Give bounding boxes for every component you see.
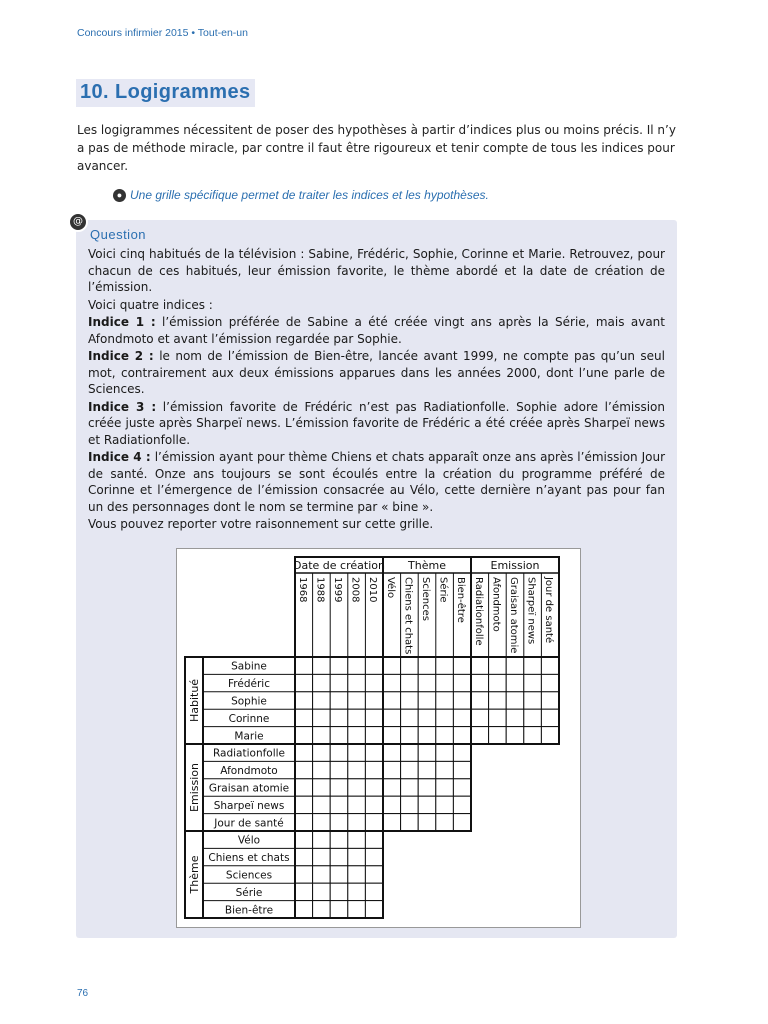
grid-cell [295,901,313,918]
grid-cell [313,883,331,900]
grid-cell [436,692,454,709]
grid-cell [365,657,383,674]
logic-grid-frame [176,548,581,928]
clue-1 [88,314,665,347]
grid-cell [471,657,489,674]
section-title: 10. Logigrammes [76,79,255,107]
grid-cell [541,674,559,691]
row-label: Chiens et chats [208,852,290,865]
row-group-title: Habitué [188,678,201,723]
grid-cell [365,744,383,761]
grid-cell [401,814,419,831]
grid-cell [453,709,471,726]
grid-cell [401,744,419,761]
grid-cell [330,901,348,918]
grid-cell [383,796,401,813]
grid-cell [313,831,331,848]
grid-cell [383,814,401,831]
grid-cell [418,709,436,726]
grid-cell [348,657,366,674]
grid-cell [541,709,559,726]
grid-cell [541,727,559,744]
clue-text: l’émission favorite de Frédéric n’est pas Radiationfolle. Sophie adore l’émission créée juste après Sharpeï news. L’émission favorite de Frédéric a été créée après Sharpeï news et Radiationfolle. [88,399,666,447]
grid-cell [313,709,331,726]
clue-label: Indice 1 : [88,315,156,329]
grid-cell [330,796,348,813]
grid-cell [365,796,383,813]
grid-cell [418,674,436,691]
grid-cell [313,901,331,918]
lightbulb-icon: ● [113,189,126,202]
grid-cell [401,657,419,674]
row-label: Afondmoto [220,765,278,778]
logic-grid [177,549,580,927]
column-group-title: Date de création [293,559,385,572]
intro-paragraph: Les logigrammes nécessitent de poser des hypothèses à partir d’indices plus ou moins précis. Il n’y a pas de méthode miracle, par contre il faut être rigoureux et tenir compte de tous les indices pour avancer. [77,123,676,173]
grid-cell [401,727,419,744]
clue-3 [88,399,665,449]
grid-cell [524,727,542,744]
grid-cell [524,657,542,674]
grid-cell [348,761,366,778]
grid-cell [436,709,454,726]
grid-cell [295,866,313,883]
grid-cell [365,692,383,709]
clue-label: Indice 3 : [88,399,157,414]
grid-cell [348,883,366,900]
column-label: 1988 [314,577,326,603]
grid-cell [330,814,348,831]
grid-cell [453,674,471,691]
grid-cell [436,779,454,796]
grid-cell [365,779,383,796]
tip-text: Une grille spécifique permet de traiter les indices et les hypothèses. [130,188,489,202]
grid-cell [313,692,331,709]
grid-cell [348,848,366,865]
column-group-title: Thème [408,559,446,572]
grid-cell [330,848,348,865]
grid-cell [313,779,331,796]
row-group-title: Emission [188,763,201,812]
grid-cell [365,709,383,726]
grid-cell [453,761,471,778]
grid-cell [453,796,471,813]
grid-cell [418,779,436,796]
grid-cell [541,657,559,674]
grid-cell [453,657,471,674]
grid-cell [348,727,366,744]
question-outro: Vous pouvez reporter votre raisonnement sur cette grille. [88,517,434,531]
grid-cell [436,761,454,778]
grid-cell [330,866,348,883]
grid-cell [383,674,401,691]
grid-cell [348,866,366,883]
grid-cell [313,866,331,883]
tip-line [113,188,489,202]
grid-cell [295,796,313,813]
grid-cell [348,744,366,761]
grid-cell [348,692,366,709]
grid-cell [418,727,436,744]
grid-cell [295,848,313,865]
column-label: Radiationfolle [472,577,484,646]
grid-cell [365,814,383,831]
grid-cell [348,779,366,796]
grid-cell [524,709,542,726]
grid-cell [506,657,524,674]
grid-cell [365,848,383,865]
grid-cell [330,692,348,709]
column-label: 1999 [332,577,343,603]
grid-cell [313,744,331,761]
clue-label: Indice 4 : [88,450,151,464]
grid-cell [436,657,454,674]
grid-cell [365,883,383,900]
at-sign-icon: @ [68,212,88,232]
grid-cell [383,761,401,778]
grid-cell [365,831,383,848]
grid-cell [295,727,313,744]
grid-cell [295,657,313,674]
grid-cell [313,761,331,778]
grid-cell [365,761,383,778]
grid-cell [383,692,401,709]
grid-cell [365,674,383,691]
grid-cell [330,657,348,674]
row-label: Jour de santé [214,817,284,830]
row-label: Corinne [228,712,270,725]
grid-cell [313,674,331,691]
column-group-title: Emission [490,559,540,572]
grid-cell [489,727,507,744]
grid-cell [401,692,419,709]
grid-cell [401,761,419,778]
grid-cell [383,657,401,674]
grid-cell [453,744,471,761]
column-label: 2008 [349,577,361,603]
question-body [88,246,665,534]
grid-cell [418,761,436,778]
grid-cell [295,779,313,796]
grid-cell [313,814,331,831]
grid-cell [524,674,542,691]
row-label: Radiationfolle [212,747,286,760]
column-label: Graisan atomie [508,577,519,654]
column-label: Sharpeï news [525,577,537,645]
question-title: Question [90,227,147,242]
clue-text: l’émission préférée de Sabine a été créée vingt ans après la Série, mais avant Afondmoto et avant l’émission regardée par Sophie. [88,315,665,346]
grid-cell [330,744,348,761]
grid-cell [295,831,313,848]
clue-4 [88,449,665,515]
clue-text: le nom de l’émission de Bien-être, lancée avant 1999, ne compte pas qu’un seul mot, contrairement aux deux émissions apparues dans les années 2000, dont l’une parle de Sciences. [88,349,665,396]
column-label: Vélo [384,577,396,599]
grid-cell [295,883,313,900]
grid-cell [401,779,419,796]
grid-cell [418,814,436,831]
grid-cell [401,796,419,813]
grid-cell [506,692,524,709]
row-label: Sciences [225,869,273,882]
grid-cell [436,796,454,813]
grid-cell [295,761,313,778]
row-label: Frédéric [228,678,270,691]
grid-cell [295,709,313,726]
grid-cell [436,814,454,831]
row-label: Marie [234,730,264,743]
column-label: Chiens et chats [402,577,414,655]
grid-cell [453,727,471,744]
column-label: Afondmoto [490,577,502,632]
grid-cell [330,709,348,726]
grid-cell [383,727,401,744]
grid-cell [401,709,419,726]
row-label: Bien-être [224,904,274,917]
grid-cell [365,866,383,883]
page-number: 76 [77,988,89,999]
grid-cell [471,727,489,744]
column-group-box [295,557,383,657]
grid-cell [348,674,366,691]
row-label: Série [235,886,263,899]
grid-cell [348,831,366,848]
grid-cell [348,901,366,918]
column-label: Série [437,577,449,603]
grid-cell [489,674,507,691]
running-header: Concours infirmier 2015 • Tout-en-un [77,27,248,39]
row-label: Sophie [231,695,267,708]
grid-cell [471,709,489,726]
grid-cell [330,761,348,778]
column-label: Sciences [420,577,431,621]
grid-cell [506,709,524,726]
grid-cell [383,779,401,796]
grid-cell [401,674,419,691]
grid-cell [418,744,436,761]
grid-cell [436,744,454,761]
clues-intro: Voici quatre indices : [88,297,213,312]
column-label: 1968 [296,577,308,603]
column-label: Jour de santé [543,577,555,644]
grid-cell [471,674,489,691]
grid-cell [524,692,542,709]
grid-cell [453,814,471,831]
grid-cell [295,674,313,691]
grid-cell [489,657,507,674]
row-group-title: Thème [188,855,201,894]
grid-cell [295,744,313,761]
grid-cell [418,657,436,674]
grid-cell [330,883,348,900]
grid-cell [348,814,366,831]
grid-cell [436,674,454,691]
clue-2 [88,348,665,398]
clue-label: Indice 2 : [88,349,154,363]
grid-cell [365,727,383,744]
grid-cell [489,709,507,726]
grid-cell [313,848,331,865]
column-label: 2010 [367,577,379,603]
grid-cell [453,779,471,796]
grid-cell [506,727,524,744]
grid-cell [506,674,524,691]
grid-cell [383,709,401,726]
row-label: Sabine [231,660,267,673]
grid-cell [330,779,348,796]
grid-cell [330,674,348,691]
grid-cell [383,744,401,761]
grid-cell [313,657,331,674]
row-label: Graisan atomie [208,782,290,795]
grid-cell [330,831,348,848]
grid-cell [418,796,436,813]
clue-text: l’émission ayant pour thème Chiens et chats apparaît onze ans après l’émission Jour de santé. Onze ans toujours se sont écoulés entre la création du programme préféré de Corinne et l’émergence de l’émission consacrée au Vélo, cette dernière n’ayant pas pour fan un des personnages dont le nom se termine par « bine ». [88,450,665,514]
grid-cell [313,727,331,744]
question-intro: Voici cinq habitués de la télévision : Sabine, Frédéric, Sophie, Corinne et Marie. Retrouvez, pour chacun de ces habitués, leur émission favorite, le thème abordé et la date de création de l’émission. [88,247,665,294]
grid-cell [489,692,507,709]
grid-cell [365,901,383,918]
grid-cell [295,692,313,709]
grid-cell [541,692,559,709]
grid-cell [348,709,366,726]
grid-cell [436,727,454,744]
grid-cell [313,796,331,813]
grid-cell [295,814,313,831]
grid-cell [453,692,471,709]
row-label: Sharpeï news [213,799,285,812]
row-label: Vélo [237,834,261,847]
column-label: Bien-être [455,577,467,623]
grid-cell [471,692,489,709]
grid-cell [348,796,366,813]
grid-cell [330,727,348,744]
grid-cell [418,692,436,709]
